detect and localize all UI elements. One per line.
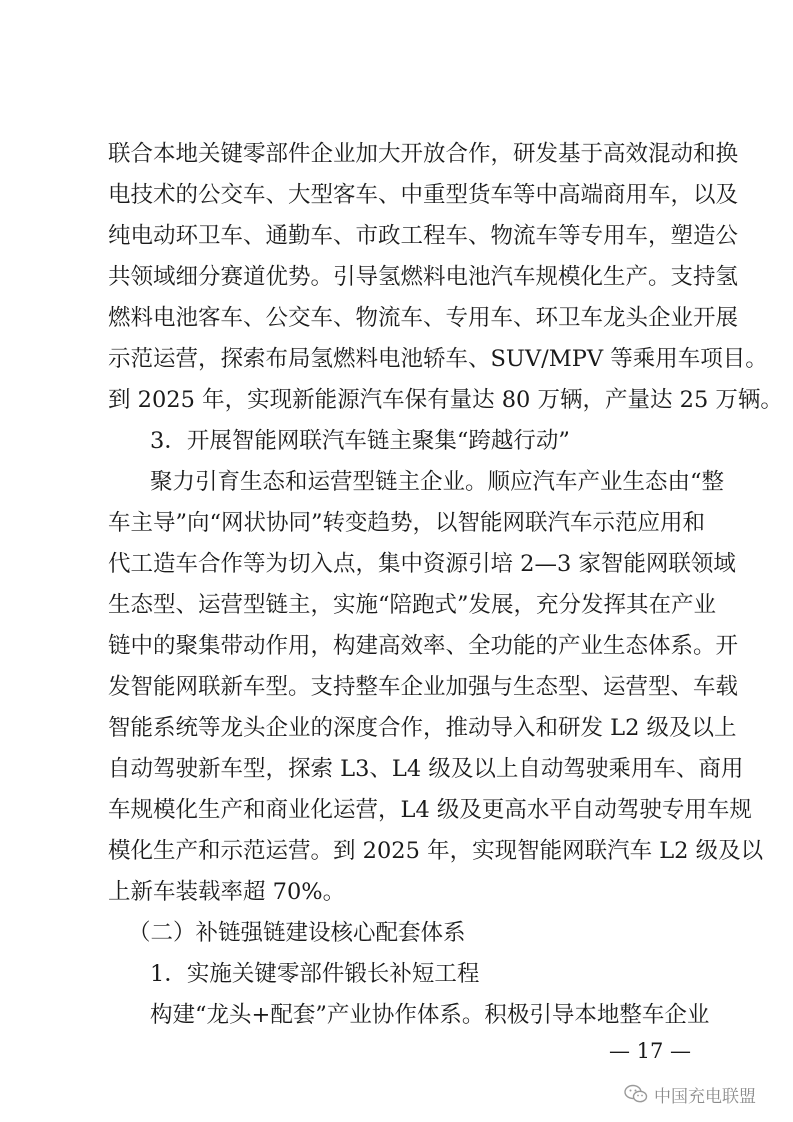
section-heading: 1．实施关键零部件锻长补短工程 bbox=[150, 961, 480, 987]
watermark bbox=[624, 1080, 756, 1108]
text-line: 智能系统等龙头企业的深度合作，推动导入和研发 L2 级及以上 bbox=[108, 715, 737, 741]
text-line: 自动驾驶新车型，探索 L3、L4 级及以上自动驾驶乘用车、商用 bbox=[108, 756, 744, 782]
page-number: — 17 — bbox=[608, 1039, 692, 1063]
text-line: 上新车装载率超 70%。 bbox=[108, 879, 346, 905]
watermark-text: 中国充电联盟 bbox=[654, 1086, 756, 1107]
text-line: 模化生产和示范运营。到 2025 年，实现智能网联汽车 L2 级及以 bbox=[108, 838, 764, 864]
text-line: 纯电动环卫车、通勤车、市政工程车、物流车等专用车，塑造公 bbox=[108, 223, 739, 249]
text-line: 车主导”向“网状协同”转变趋势，以智能网联汽车示范应用和 bbox=[108, 510, 706, 536]
paragraph-first-line: 聚力引育生态和运营型链主企业。顺应汽车产业生态由“整 bbox=[150, 469, 725, 495]
text-line: 共领域细分赛道优势。引导氢燃料电池汽车规模化生产。支持氢 bbox=[108, 264, 739, 290]
subsection-heading: （二）补链强链建设核心配套体系 bbox=[128, 920, 466, 946]
text-line: 车规模化生产和商业化运营，L4 级及更高水平自动驾驶专用车规 bbox=[108, 797, 752, 823]
paragraph-first-line: 构建“龙头+配套”产业协作体系。积极引导本地整车企业 bbox=[150, 1002, 710, 1028]
text-line: 联合本地关键零部件企业加大开放合作，研发基于高效混动和换 bbox=[108, 141, 739, 167]
section-heading: 3．开展智能网联汽车链主聚集“跨越行动” bbox=[150, 428, 570, 454]
text-line: 示范运营，探索布局氢燃料电池轿车、SUV/MPV 等乘用车项目。 bbox=[108, 346, 768, 372]
text-line: 电技术的公交车、大型客车、中重型货车等中高端商用车，以及 bbox=[108, 182, 739, 208]
text-line: 生态型、运营型链主，实施“陪跑式”发展，充分发挥其在产业 bbox=[108, 592, 717, 618]
wechat-icon bbox=[624, 1084, 648, 1104]
text-line: 到 2025 年，实现新能源汽车保有量达 80 万辆，产量达 25 万辆。 bbox=[108, 387, 783, 413]
text-line: 代工造车合作等为切入点，集中资源引培 2—3 家智能网联领域 bbox=[108, 551, 736, 577]
text-line: 链中的聚集带动作用，构建高效率、全功能的产业生态体系。开 bbox=[108, 633, 739, 659]
text-line: 燃料电池客车、公交车、物流车、专用车、环卫车龙头企业开展 bbox=[108, 305, 739, 331]
text-line: 发智能网联新车型。支持整车企业加强与生态型、运营型、车载 bbox=[108, 674, 739, 700]
